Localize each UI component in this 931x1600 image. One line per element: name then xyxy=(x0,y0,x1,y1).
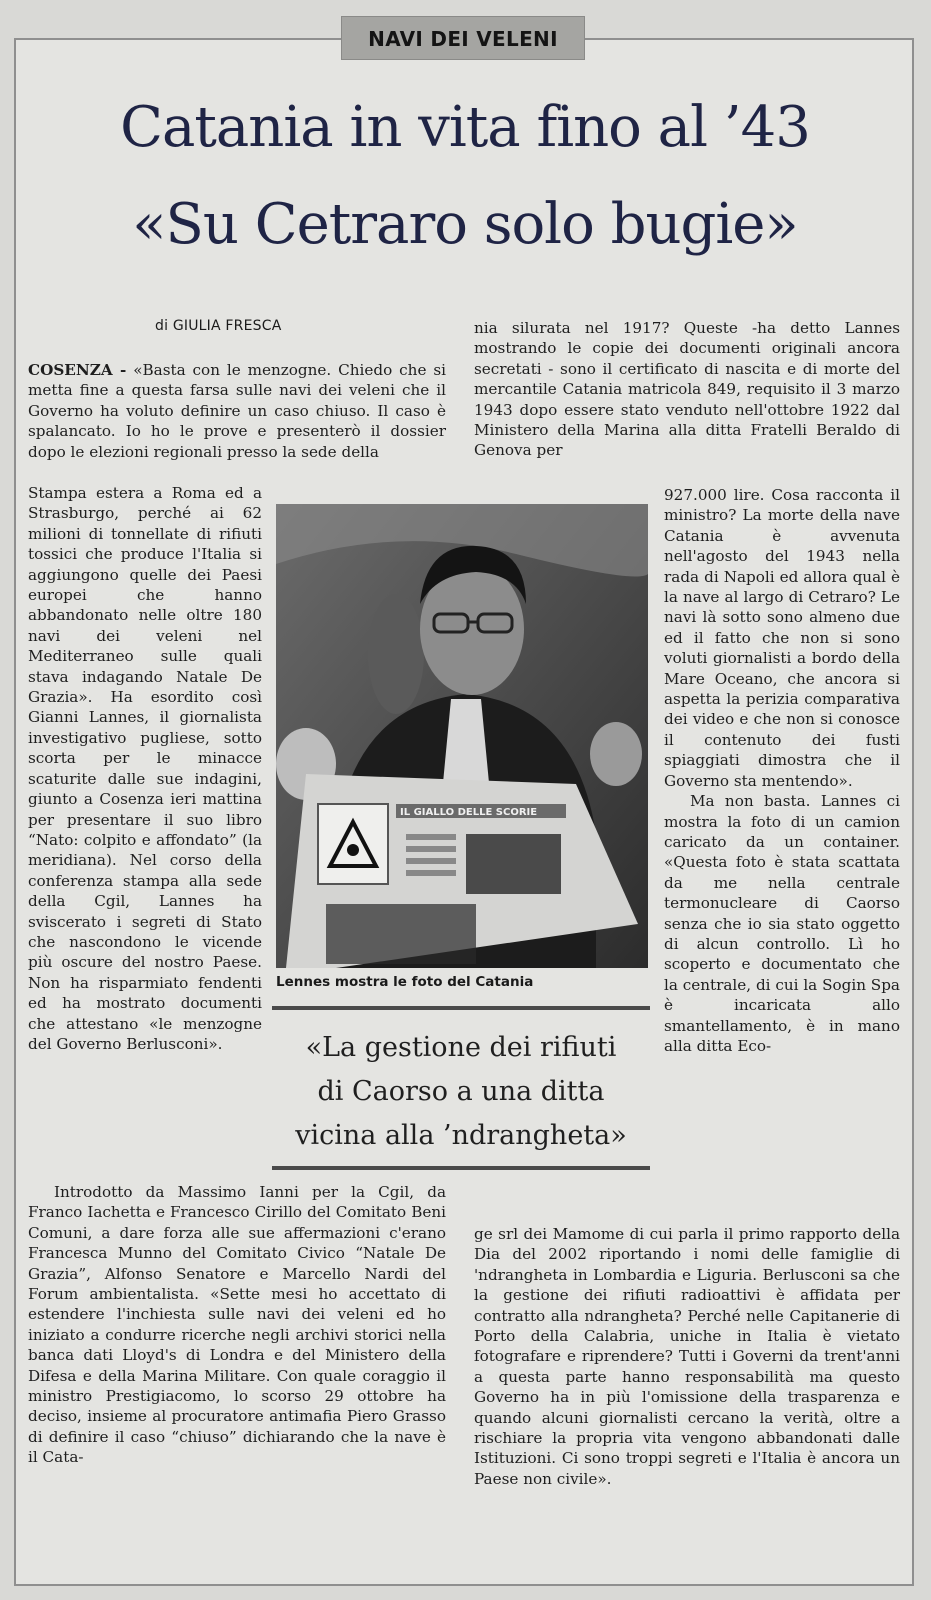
pull-quote xyxy=(272,1026,650,1158)
column-1-narrow xyxy=(28,483,262,1054)
headline-line-2: «Su Cetraro solo bugie» xyxy=(132,192,798,257)
pull-quote-line-2: di Caorso a una ditta xyxy=(317,1076,605,1107)
column-1-top xyxy=(28,360,446,462)
body-text: nia silurata nel 1917? Queste -ha detto Lannes mostrando le copie dei documenti originali ancora secretati - sono il certificato di nascita e di morte del mercantile Catania matricola 849, requisito il 3 marzo 1943 dopo essere stato venduto nell'ottobre 1922 dal Ministero della Marina alla ditta Fratelli Beraldo di Genova per xyxy=(474,319,900,460)
column-1-bottom xyxy=(28,1182,446,1468)
column-2-bottom xyxy=(474,1224,900,1489)
body-text: Ma non basta. Lannes ci mostra la foto di un camion caricato da un container. «Questa foto è stata scattata da me nella centrale termonucleare di Caorso senza che io sia stato oggetto di alcun controllo. Lì ho scoperto e documentato che la centrale, di cui la Sogin Spa è incaricata allo smantellamento, è in mano alla ditta Eco- xyxy=(664,792,900,1055)
body-text: «Basta con le menzogne. Chiedo che si metta fine a questa farsa sulle navi dei veleni che il Governo ha voluto definire un caso chiuso. Il caso è spalancato. Io ho le prove e presenterò il dossier dopo le elezioni regionali presso la sede della xyxy=(28,361,446,461)
pull-quote-line-1: «La gestione dei rifiuti xyxy=(305,1032,617,1063)
section-kicker: NAVI DEI VELENI xyxy=(341,16,585,60)
byline: di GIULIA FRESCA xyxy=(155,318,282,334)
body-text: Stampa estera a Roma ed a Strasburgo, perché ai 62 milioni di tonnellate di rifiuti tossici che produce l'Italia si aggiungono quelle dei Paesi europei che hanno abbandonato nelle oltre 180 navi dei veleni nel Mediterraneo sulle quali stava indagando Natale De Grazia». Ha esordito così Gianni Lannes, il giornalista investigativo pugliese, sotto scorta per le minacce scaturite dalle sue indagini, giunto a Cosenza ieri mattina per presentare il suo libro “Nato: colpito e affondato” (la meridiana). Nel corso della conferenza stampa alla sede della Cgil, Lannes ha sviscerato i segreti di Stato che nascondono le vicende più oscure del nostro Paese. Non ha risparmiato fendenti ed ha mostrato documenti che attestano «le menzogne del Governo Berlusconi». xyxy=(28,484,262,1053)
photo-caption: Lennes mostra le foto del Catania xyxy=(276,974,534,990)
dateline: COSENZA - xyxy=(28,361,127,379)
pull-quote-rule-top xyxy=(272,1006,650,1010)
pull-quote-rule-bottom xyxy=(272,1166,650,1170)
body-text: 927.000 lire. Cosa racconta il ministro? La morte della nave Catania è avvenuta nell'agosto del 1943 nella rada di Napoli ed allora qual è la nave al largo di Cetraro? Le navi là sotto sono almeno due ed il fatto che non si sono voluti giornalisti a bordo della Mare Oceano, che ancora si aspetta la perizia comparativa dei video e che non si conosce il contenuto dei fusti spiaggiati dimostra che il Governo sta mentendo». xyxy=(664,486,900,790)
pull-quote-line-3: vicina alla ’ndrangheta» xyxy=(295,1120,627,1151)
body-text: ge srl dei Mamome di cui parla il primo rapporto della Dia del 2002 riportando i nomi delle famiglie di 'ndrangheta in Lombardia e Liguria. Berlusconi sa che la gestione dei rifiuti radioattivi è affidata per contratto alla ndrangheta? Perché nelle Capitanerie di Porto della Calabria, uniche in Italia è vietato fotografare e riprendere? Tutti i Governi da trent'anni a questa parte hanno responsabilità ma questo Governo ha in più l'omissione della trasparenza e quando alcuni giornalisti cercano la verità, oltre a rischiare la propria vita vengono abbandonati dalle Istituzioni. Ci sono troppi segreti e l'Italia è ancora un Paese non civile». xyxy=(474,1225,900,1488)
column-2-top xyxy=(474,318,900,461)
article-photo xyxy=(276,504,648,968)
photo-newspaper-text: IL GIALLO DELLE SCORIE xyxy=(400,807,538,818)
headline-line-1: Catania in vita fino al ’43 xyxy=(120,95,810,160)
body-text: Introdotto da Massimo Ianni per la Cgil, da Franco Iachetta e Francesco Cirillo del Comitato Beni Comuni, a dare forza alle sue affermazioni c'erano Francesca Munno del Comitato Civico “Natale De Grazia”, Alfonso Senatore e Marcello Nardi del Forum ambientalista. «Sette mesi ho accettato di estendere l'inchiesta sulle navi dei veleni ed ho iniziato a condurre ricerche negli archivi storici nella banca dati Lloyd's di Londra e del Ministero della Difesa e della Marina Militare. Con quale coraggio il ministro Prestigiacomo, lo scorso 29 ottobre ha deciso, insieme al procuratore antimafia Piero Grasso di definire il caso “chiuso” dichiarando che la nave è il Cata- xyxy=(28,1183,446,1467)
column-2-narrow xyxy=(664,485,900,1056)
